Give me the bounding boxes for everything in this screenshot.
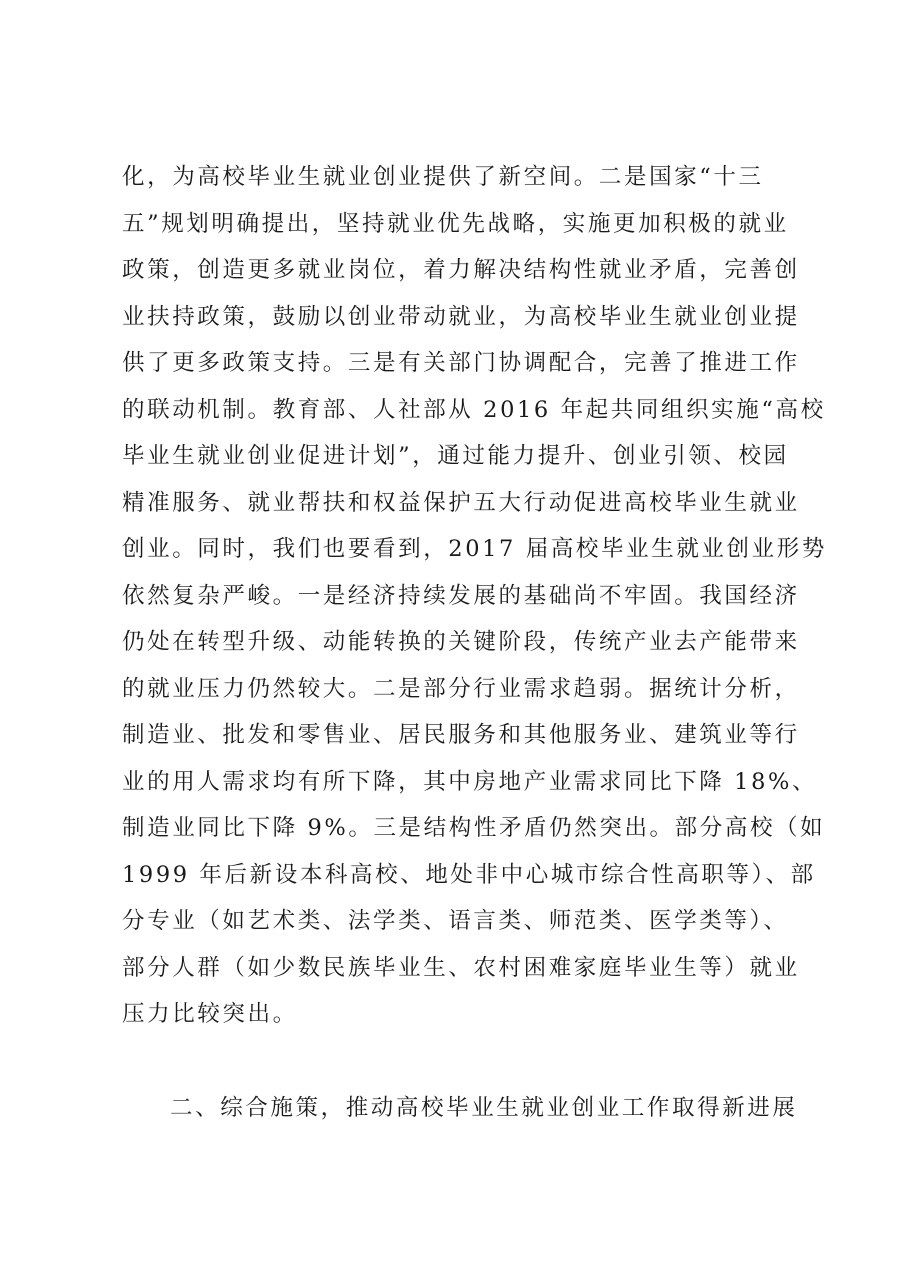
paragraph-line: 毕业生就业创业促进计划”，通过能力提升、创业引领、校园 [122,443,789,469]
paragraph-line: 的联动机制。教育部、人社部从 2016 年起共同组织实施“高校 [122,396,826,423]
body-paragraph [122,154,827,1038]
paragraph-line: 创业。同时，我们也要看到，2017 届高校毕业生就业创业形势 [122,536,827,562]
paragraph-line: 业的用人需求均有所下降，其中房地产业需求同比下降 18%、 [122,768,818,795]
paragraph-line: 化，为高校毕业生就业创业提供了新空间。二是国家“十三 [122,164,764,190]
paragraph-line: 分专业（如艺术类、法学类、语言类、师范类、医学类等）、 [122,908,789,934]
paragraph-line: 业扶持政策，鼓励以创业带动就业，为高校毕业生就业创业提 [122,303,800,330]
paragraph-line: 供了更多政策支持。三是有关部门协调配合，完善了推进工作 [122,350,800,376]
paragraph-line: 制造业、批发和零售业、居民服务和其他服务业、建筑业等行 [122,722,800,748]
paragraph-line: 部分人群（如少数民族毕业生、农村困难家庭毕业生等）就业 [122,954,800,981]
paragraph-line: 的就业压力仍然较大。二是部分行业需求趋弱。据统计分析， [122,675,800,702]
paragraph-line: 五”规划明确提出，坚持就业优先战略，实施更加积极的就业 [122,210,789,237]
paragraph-line: 精准服务、就业帮扶和权益保护五大行动促进高校毕业生就业 [122,489,800,516]
paragraph-line: 仍处在转型升级、动能转换的关键阶段，传统产业去产能带来 [122,629,800,655]
paragraph-line: 1999 年后新设本科高校、地处非中心城市综合性高职等）、部 [122,861,816,888]
paragraph-line: 压力比较突出。 [122,1001,298,1027]
paragraph-line: 制造业同比下降 9%。三是结构性矛盾仍然突出。部分高校（如 [122,815,826,841]
section-heading: 二、综合施策，推动高校毕业生就业创业工作取得新进展 [170,1095,798,1121]
paragraph-line: 依然复杂严峻。一是经济持续发展的基础尚不牢固。我国经济 [122,582,800,609]
paragraph-line: 政策，创造更多就业岗位，着力解决结构性就业矛盾，完善创 [122,257,800,283]
